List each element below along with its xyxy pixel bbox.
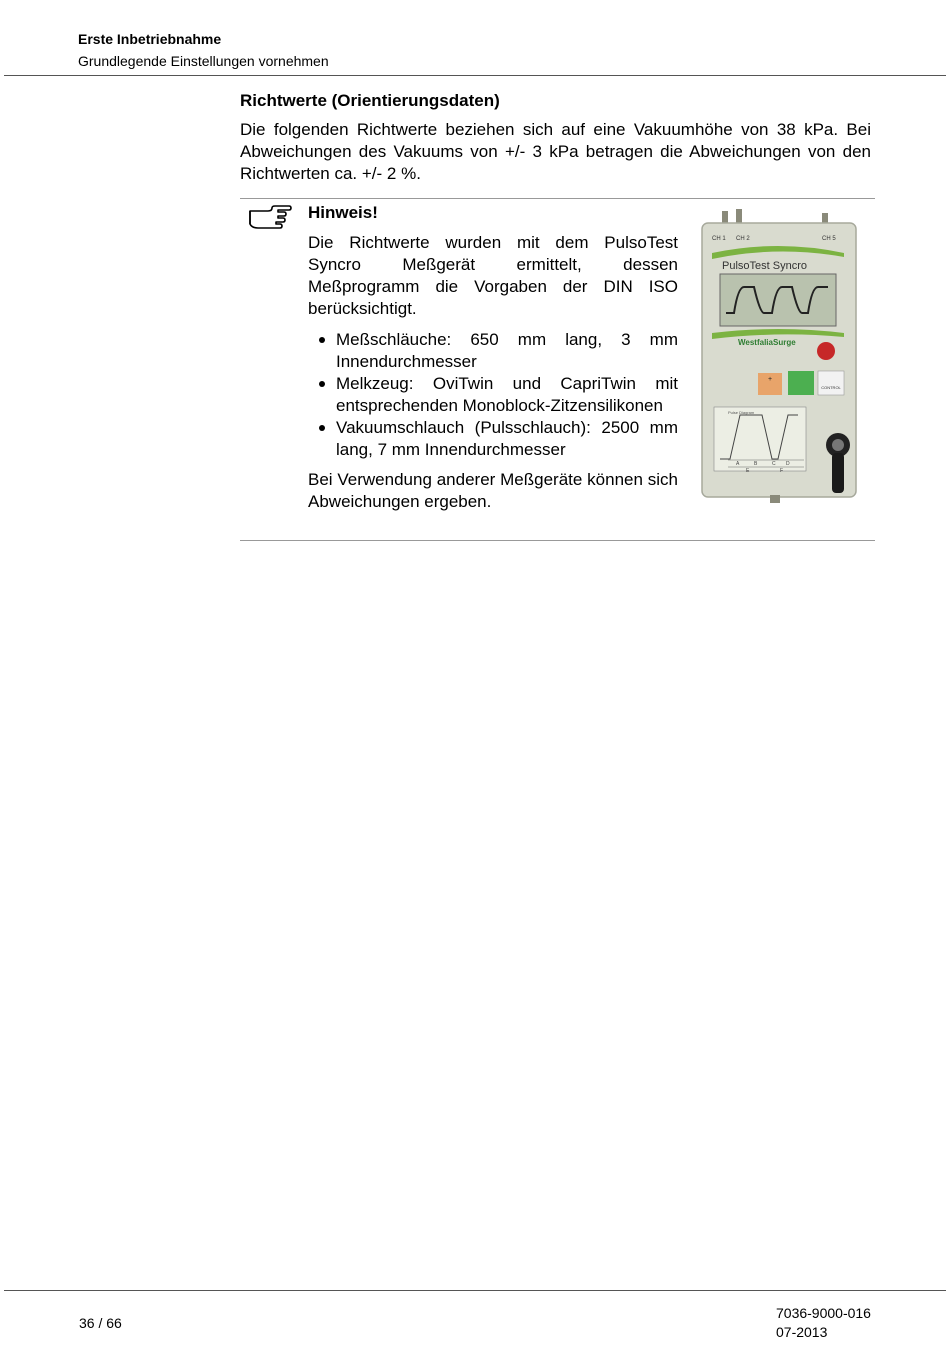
note-list bbox=[308, 329, 678, 461]
page-number: 36 / 66 bbox=[79, 1315, 122, 1331]
document-number: 7036-9000-016 bbox=[776, 1305, 871, 1321]
section-title: Richtwerte (Orientierungsdaten) bbox=[240, 91, 500, 110]
phase-c-label: C bbox=[772, 461, 776, 467]
section-intro: Die folgenden Richtwerte beziehen sich auf eine Vakuumhöhe von 38 kPa. Bei Abweichungen des Vakuums von +/- 3 kPa betragen die Abweichungen von den Richtwerten ca. +/- 2 %. bbox=[240, 120, 871, 183]
device-brand: PulsoTest Syncro bbox=[722, 260, 807, 272]
list-item: Meßschläuche: 650 mm lang, 3 mm Innendurchmesser bbox=[308, 329, 678, 373]
document-date: 07-2013 bbox=[776, 1324, 828, 1340]
header-section: Grundlegende Einstellungen vornehmen bbox=[78, 53, 329, 69]
list-item: Melkzeug: OviTwin und CapriTwin mit entsprechenden Monoblock-Zitzensilikonen bbox=[308, 373, 678, 417]
control-button-label: CONTROL bbox=[821, 385, 841, 390]
pulsotest-device-image bbox=[698, 209, 864, 505]
footer-divider bbox=[4, 1290, 946, 1291]
svg-text:+: + bbox=[767, 376, 773, 383]
note-body bbox=[308, 232, 678, 513]
phase-f-label: F bbox=[780, 468, 784, 474]
channel-1-label: CH 1 bbox=[712, 236, 726, 242]
note-paragraph-1: Die Richtwerte wurden mit dem PulsoTest Syncro Meßgerät ermittelt, dessen Meßprogramm die Vorgaben der DIN ISO berücksichtigt. bbox=[308, 233, 678, 318]
pulse-diagram-title: Pulse Diagram bbox=[728, 410, 755, 415]
header-chapter: Erste Inbetriebnahme bbox=[78, 31, 222, 47]
note-divider-top bbox=[240, 198, 875, 199]
channel-5-label: CH 5 bbox=[822, 236, 836, 242]
note-divider-bottom bbox=[240, 540, 875, 541]
list-item: Vakuumschlauch (Pulsschlauch): 2500 mm lang, 7 mm Innendurchmesser bbox=[308, 417, 678, 461]
note-title: Hinweis! bbox=[308, 203, 378, 222]
device-maker: WestfaliaSurge bbox=[738, 338, 796, 347]
document-info bbox=[776, 1304, 871, 1342]
phase-a-label: A bbox=[736, 461, 740, 467]
note-paragraph-2: Bei Verwendung anderer Meßgeräte können sich Abweichungen ergeben. bbox=[308, 470, 678, 511]
channel-2-label: CH 2 bbox=[736, 236, 750, 242]
header-divider bbox=[4, 75, 946, 76]
pointing-hand-icon bbox=[248, 203, 292, 229]
phase-b-label: B bbox=[754, 461, 758, 467]
phase-d-label: D bbox=[786, 461, 790, 467]
phase-e-label: E bbox=[746, 468, 750, 474]
